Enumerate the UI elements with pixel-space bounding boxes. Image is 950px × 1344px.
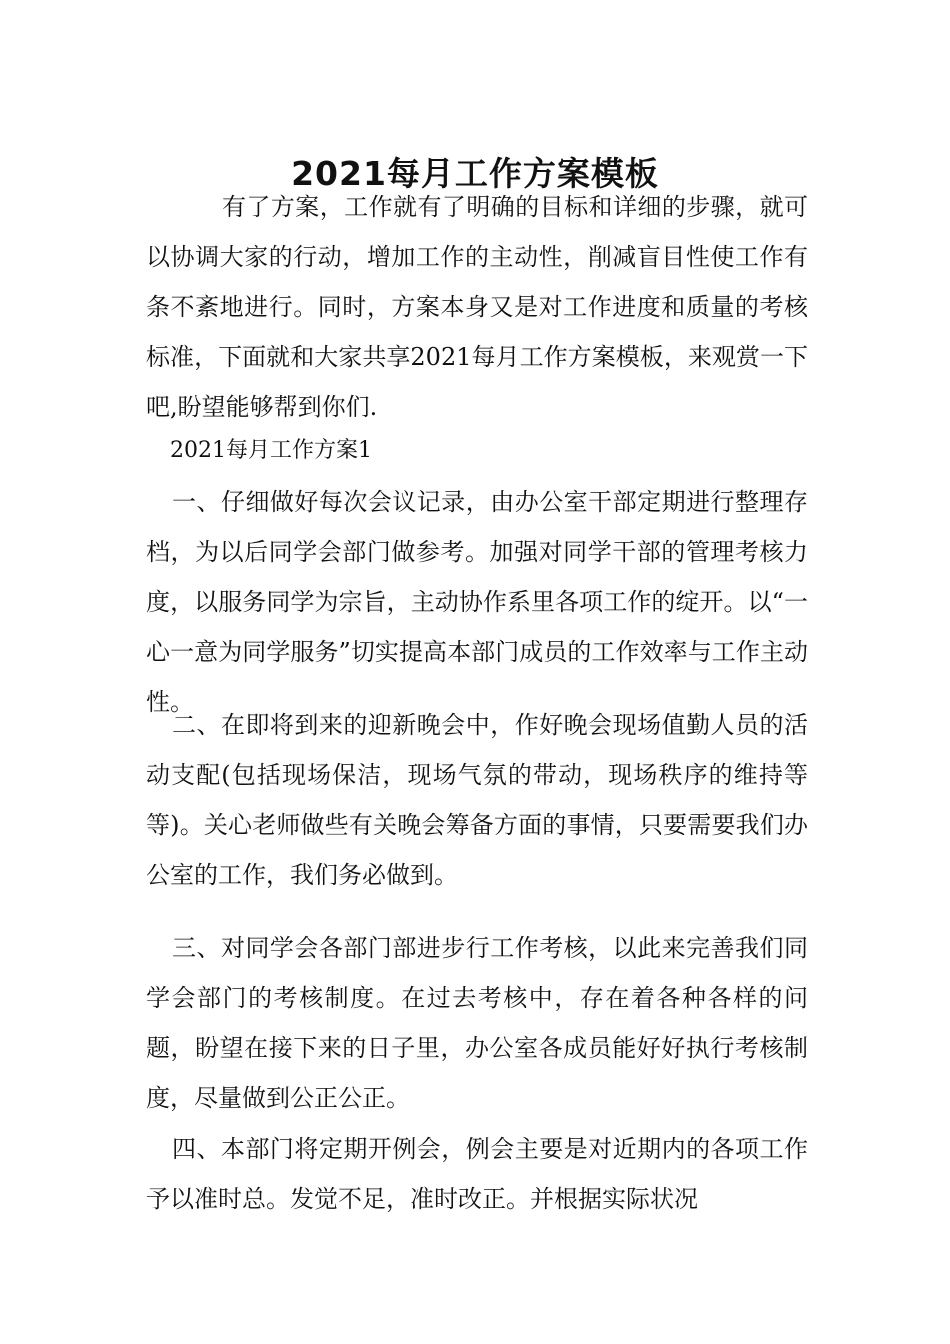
paragraph-1: 一、仔细做好每次会议记录，由办公室干部定期进行整理存档，为以后同学会部门做参考。加强对同学干部的管理考核力度，以服务同学为宗旨，主动协作系里各项工作的绽开。以“一心一意为同学服务”切实提高本部门成员的工作效率与工作主动性。 bbox=[146, 488, 808, 716]
document-title: 2021每月工作方案模板 bbox=[291, 154, 659, 194]
paragraph-3: 三、对同学会各部门部进步行工作考核，以此来完善我们同学会部门的考核制度。在过去考核中，存在着各种各样的问题，盼望在接下来的日子里，办公室各成员能好好执行考核制度，尽量做到公正公正。 bbox=[146, 934, 808, 1112]
paragraph-2: 二、在即将到来的迎新晚会中，作好晚会现场值勤人员的活动支配(包括现场保洁，现场气氛的带动，现场秩序的维持等等)。关心老师做些有关晚会筹备方面的事情，只要需要我们办公室的工作，我们务必做到。 bbox=[146, 711, 808, 889]
paragraph-4: 四、本部门将定期开例会，例会主要是对近期内的各项工作予以准时总。发觉不足，准时改正。并根据实际状况 bbox=[146, 1135, 808, 1213]
intro-paragraph: 有了方案，工作就有了明确的目标和详细的步骤，就可以协调大家的行动，增加工作的主动性，削减盲目性使工作有条不紊地进行。同时，方案本身又是对工作进度和质量的考核标准，下面就和大家共享2021每月工作方案模板，来观赏一下吧,盼望能够帮到你们. bbox=[146, 193, 808, 421]
section-heading: 2021每月工作方案1 bbox=[170, 438, 372, 463]
